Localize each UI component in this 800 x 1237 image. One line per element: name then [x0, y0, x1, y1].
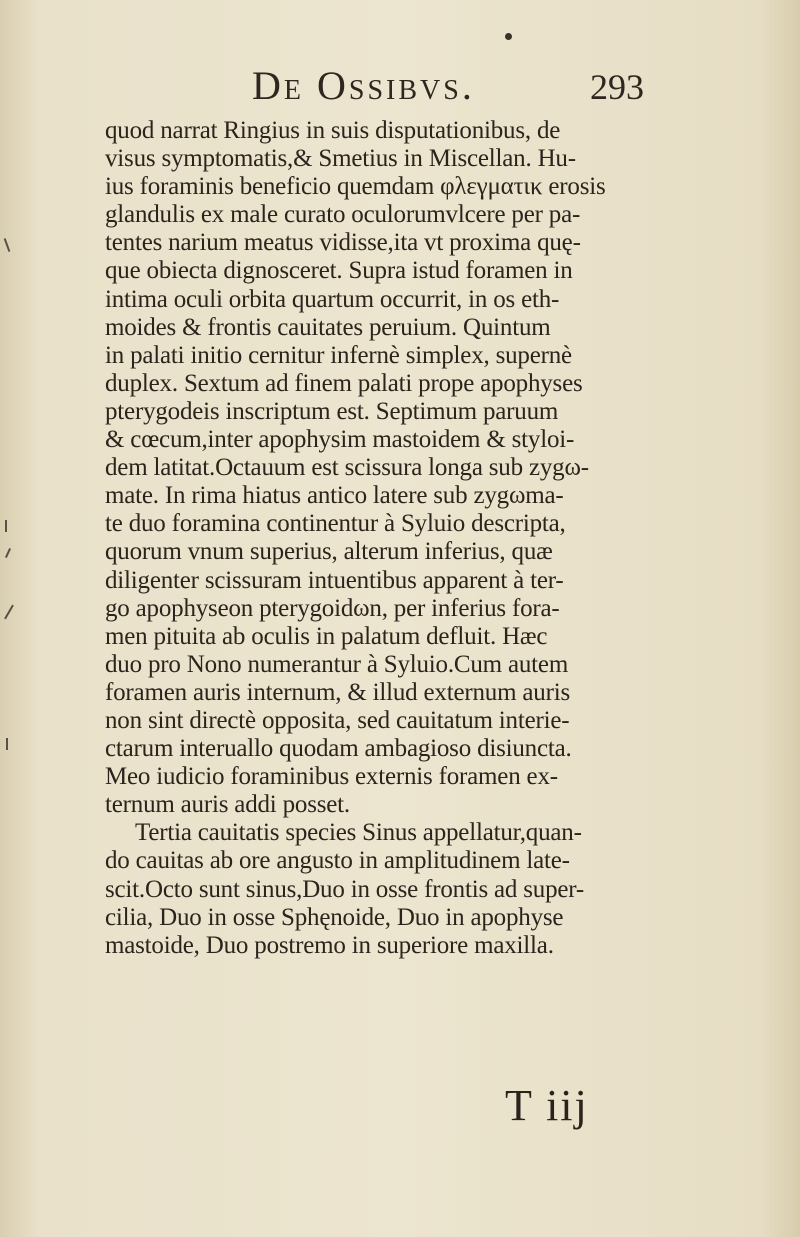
text-line: go apophyseon pterygoidωn, per inferius fora- — [105, 594, 560, 622]
text-line: ctarum interuallo quodam ambagioso disiuncta. — [105, 735, 572, 763]
text-line: do cauitas ab ore angusto in amplitudinem late- — [105, 847, 570, 875]
text-line: pterygodeis inscriptum est. Septimum paruum — [105, 397, 559, 425]
text-line: cilia, Duo in osse Sphęnoide, Duo in apophyse — [105, 903, 564, 931]
margin-mark — [4, 605, 14, 620]
running-title: De Ossibvs. — [252, 63, 475, 108]
margin-mark — [5, 520, 7, 532]
text-line: ternum auris addi posset. — [105, 791, 350, 819]
text-line: men pituita ab oculis in palatum defluit. Hæc — [105, 622, 548, 650]
text-line: diligenter scissuram intuentibus apparent à ter- — [105, 566, 564, 594]
margin-mark — [4, 238, 11, 252]
text-line: Meo iudicio foraminibus externis foramen ex- — [105, 763, 558, 791]
text-line: dem latitat.Octauum est scissura longa sub zygω- — [105, 454, 589, 482]
signature-mark: T iij — [505, 1081, 589, 1130]
text-line: foramen auris internum, & illud externum auris — [105, 678, 570, 706]
page-number: 293 — [590, 67, 644, 107]
margin-mark — [5, 548, 11, 558]
text-line: que obiecta dignosceret. Supra istud foramen in — [105, 257, 573, 285]
text-line: quod narrat Ringius in suis disputationibus, de — [105, 117, 561, 144]
text-line: glandulis ex male curato oculorumvlcere per pa- — [105, 201, 581, 229]
text-line: in palati initio cernitur infernè simplex, supernè — [105, 341, 572, 369]
text-line: tentes narium meatus vidisse,ita vt proxima quę- — [105, 229, 581, 257]
page-header — [0, 62, 800, 112]
text-line: intima oculi orbita quartum occurrit, in os eth- — [105, 285, 560, 313]
text-line: ius foraminis beneficio quemdam φλεγματικ erosis — [105, 173, 606, 201]
text-line: te duo foramina continentur à Syluio descripta, — [105, 510, 566, 538]
text-line: & cœcum,inter apophysim mastoidem & styloi- — [105, 426, 575, 454]
paragraph-start-line: Tertia cauitatis species Sinus appellatur,quan- — [135, 819, 582, 847]
text-line: duplex. Sextum ad finem palati prope apophyses — [105, 369, 583, 397]
text-line: moides & frontis cauitates peruium. Quintum — [105, 313, 551, 341]
body-text — [105, 117, 665, 960]
text-line: non sint directè opposita, sed cauitatum interie- — [105, 706, 570, 734]
text-line: mate. In rima hiatus antico latere sub zygωma- — [105, 482, 564, 510]
margin-mark — [6, 738, 8, 750]
text-line: duo pro Nono numerantur à Syluio.Cum autem — [105, 650, 569, 678]
ink-dot — [505, 33, 512, 40]
text-line: visus symptomatis,& Smetius in Miscellan. Hu- — [105, 145, 576, 173]
text-line: scit.Octo sunt sinus,Duo in osse frontis ad super- — [105, 875, 585, 903]
text-line: mastoide, Duo postremo in superiore maxilla. — [105, 931, 554, 959]
text-line: quorum vnum superius, alterum inferius, quæ — [105, 538, 553, 566]
